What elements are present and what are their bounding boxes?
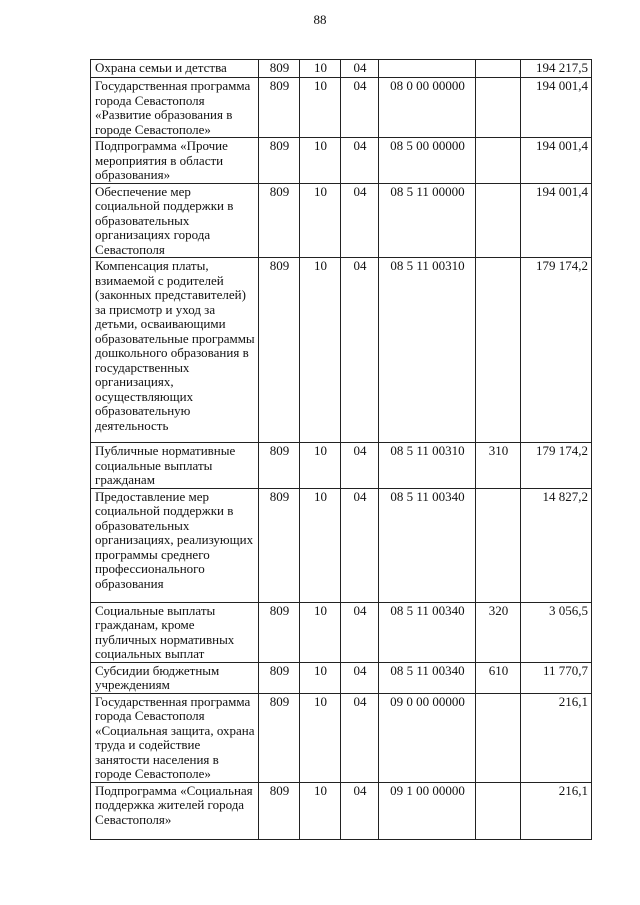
- name-cell: Социальные выплаты гражданам, кроме публичных нормативных социальных выплат: [91, 602, 259, 662]
- sum-cell: 14 827,2: [521, 488, 592, 602]
- sum-cell: 216,1: [521, 782, 592, 839]
- table-row: [91, 782, 592, 839]
- table-row: [91, 78, 592, 138]
- subsection-cell: 04: [341, 183, 379, 258]
- section-cell: 10: [300, 443, 341, 489]
- name-cell: Подпрограмма «Прочие мероприятия в области образования»: [91, 138, 259, 184]
- sum-cell: 179 174,2: [521, 258, 592, 443]
- table-row: [91, 662, 592, 693]
- subsection-cell: 04: [341, 258, 379, 443]
- type-cell: [476, 258, 521, 443]
- name-cell: Охрана семьи и детства: [91, 60, 259, 78]
- table-row: [91, 60, 592, 78]
- name-cell: Компенсация платы, взимаемой с родителей (законных представителей) за присмотр и уход за детьми, осваивающими образовательные программы дошкольного образования в государственных организациях, осуществляющих образовательную деятельность: [91, 258, 259, 443]
- section-cell: 10: [300, 602, 341, 662]
- type-cell: 610: [476, 662, 521, 693]
- section-cell: 10: [300, 138, 341, 184]
- target-cell: 08 5 11 00340: [379, 602, 476, 662]
- sum-cell: 194 217,5: [521, 60, 592, 78]
- name-cell: Подпрограмма «Социальная поддержка жителей города Севастополя»: [91, 782, 259, 839]
- subsection-cell: 04: [341, 662, 379, 693]
- ministry-cell: 809: [259, 138, 300, 184]
- section-cell: 10: [300, 488, 341, 602]
- section-cell: 10: [300, 693, 341, 782]
- sum-cell: 179 174,2: [521, 443, 592, 489]
- subsection-cell: 04: [341, 488, 379, 602]
- type-cell: 310: [476, 443, 521, 489]
- target-cell: 08 5 11 00340: [379, 662, 476, 693]
- type-cell: [476, 138, 521, 184]
- subsection-cell: 04: [341, 602, 379, 662]
- subsection-cell: 04: [341, 138, 379, 184]
- subsection-cell: 04: [341, 782, 379, 839]
- subsection-cell: 04: [341, 693, 379, 782]
- ministry-cell: 809: [259, 488, 300, 602]
- target-cell: 08 5 11 00310: [379, 258, 476, 443]
- table-row: [91, 443, 592, 489]
- section-cell: 10: [300, 60, 341, 78]
- section-cell: 10: [300, 258, 341, 443]
- page-number: 88: [313, 12, 327, 27]
- ministry-cell: 809: [259, 602, 300, 662]
- name-cell: Публичные нормативные социальные выплаты гражданам: [91, 443, 259, 489]
- name-cell: Субсидии бюджетным учреждениям: [91, 662, 259, 693]
- subsection-cell: 04: [341, 78, 379, 138]
- ministry-cell: 809: [259, 782, 300, 839]
- table-row: [91, 488, 592, 602]
- table-row: [91, 258, 592, 443]
- table-row: [91, 138, 592, 184]
- target-cell: 09 1 00 00000: [379, 782, 476, 839]
- sum-cell: 194 001,4: [521, 138, 592, 184]
- section-cell: 10: [300, 662, 341, 693]
- ministry-cell: 809: [259, 662, 300, 693]
- section-cell: 10: [300, 183, 341, 258]
- target-cell: [379, 60, 476, 78]
- section-cell: 10: [300, 782, 341, 839]
- sum-cell: 3 056,5: [521, 602, 592, 662]
- name-cell: Предоставление мер социальной поддержки в образовательных организациях, реализующих программы среднего профессионального образования: [91, 488, 259, 602]
- type-cell: [476, 782, 521, 839]
- target-cell: 09 0 00 00000: [379, 693, 476, 782]
- target-cell: 08 5 11 00310: [379, 443, 476, 489]
- table-row: [91, 602, 592, 662]
- subsection-cell: 04: [341, 60, 379, 78]
- budget-table: [90, 59, 592, 840]
- type-cell: [476, 78, 521, 138]
- target-cell: 08 5 11 00340: [379, 488, 476, 602]
- section-cell: 10: [300, 78, 341, 138]
- sum-cell: 194 001,4: [521, 78, 592, 138]
- type-cell: [476, 693, 521, 782]
- ministry-cell: 809: [259, 258, 300, 443]
- ministry-cell: 809: [259, 60, 300, 78]
- target-cell: 08 5 11 00000: [379, 183, 476, 258]
- type-cell: [476, 488, 521, 602]
- name-cell: Государственная программа города Севастополя «Социальная защита, охрана труда и содействие занятости населения в городе Севастополе»: [91, 693, 259, 782]
- subsection-cell: 04: [341, 443, 379, 489]
- ministry-cell: 809: [259, 443, 300, 489]
- sum-cell: 194 001,4: [521, 183, 592, 258]
- target-cell: 08 0 00 00000: [379, 78, 476, 138]
- type-cell: [476, 183, 521, 258]
- name-cell: Обеспечение мер социальной поддержки в образовательных организациях города Севастополя: [91, 183, 259, 258]
- table-row: [91, 693, 592, 782]
- ministry-cell: 809: [259, 183, 300, 258]
- type-cell: 320: [476, 602, 521, 662]
- type-cell: [476, 60, 521, 78]
- name-cell: Государственная программа города Севастополя «Развитие образования в городе Севастополе»: [91, 78, 259, 138]
- sum-cell: 11 770,7: [521, 662, 592, 693]
- ministry-cell: 809: [259, 78, 300, 138]
- sum-cell: 216,1: [521, 693, 592, 782]
- table-row: [91, 183, 592, 258]
- ministry-cell: 809: [259, 693, 300, 782]
- target-cell: 08 5 00 00000: [379, 138, 476, 184]
